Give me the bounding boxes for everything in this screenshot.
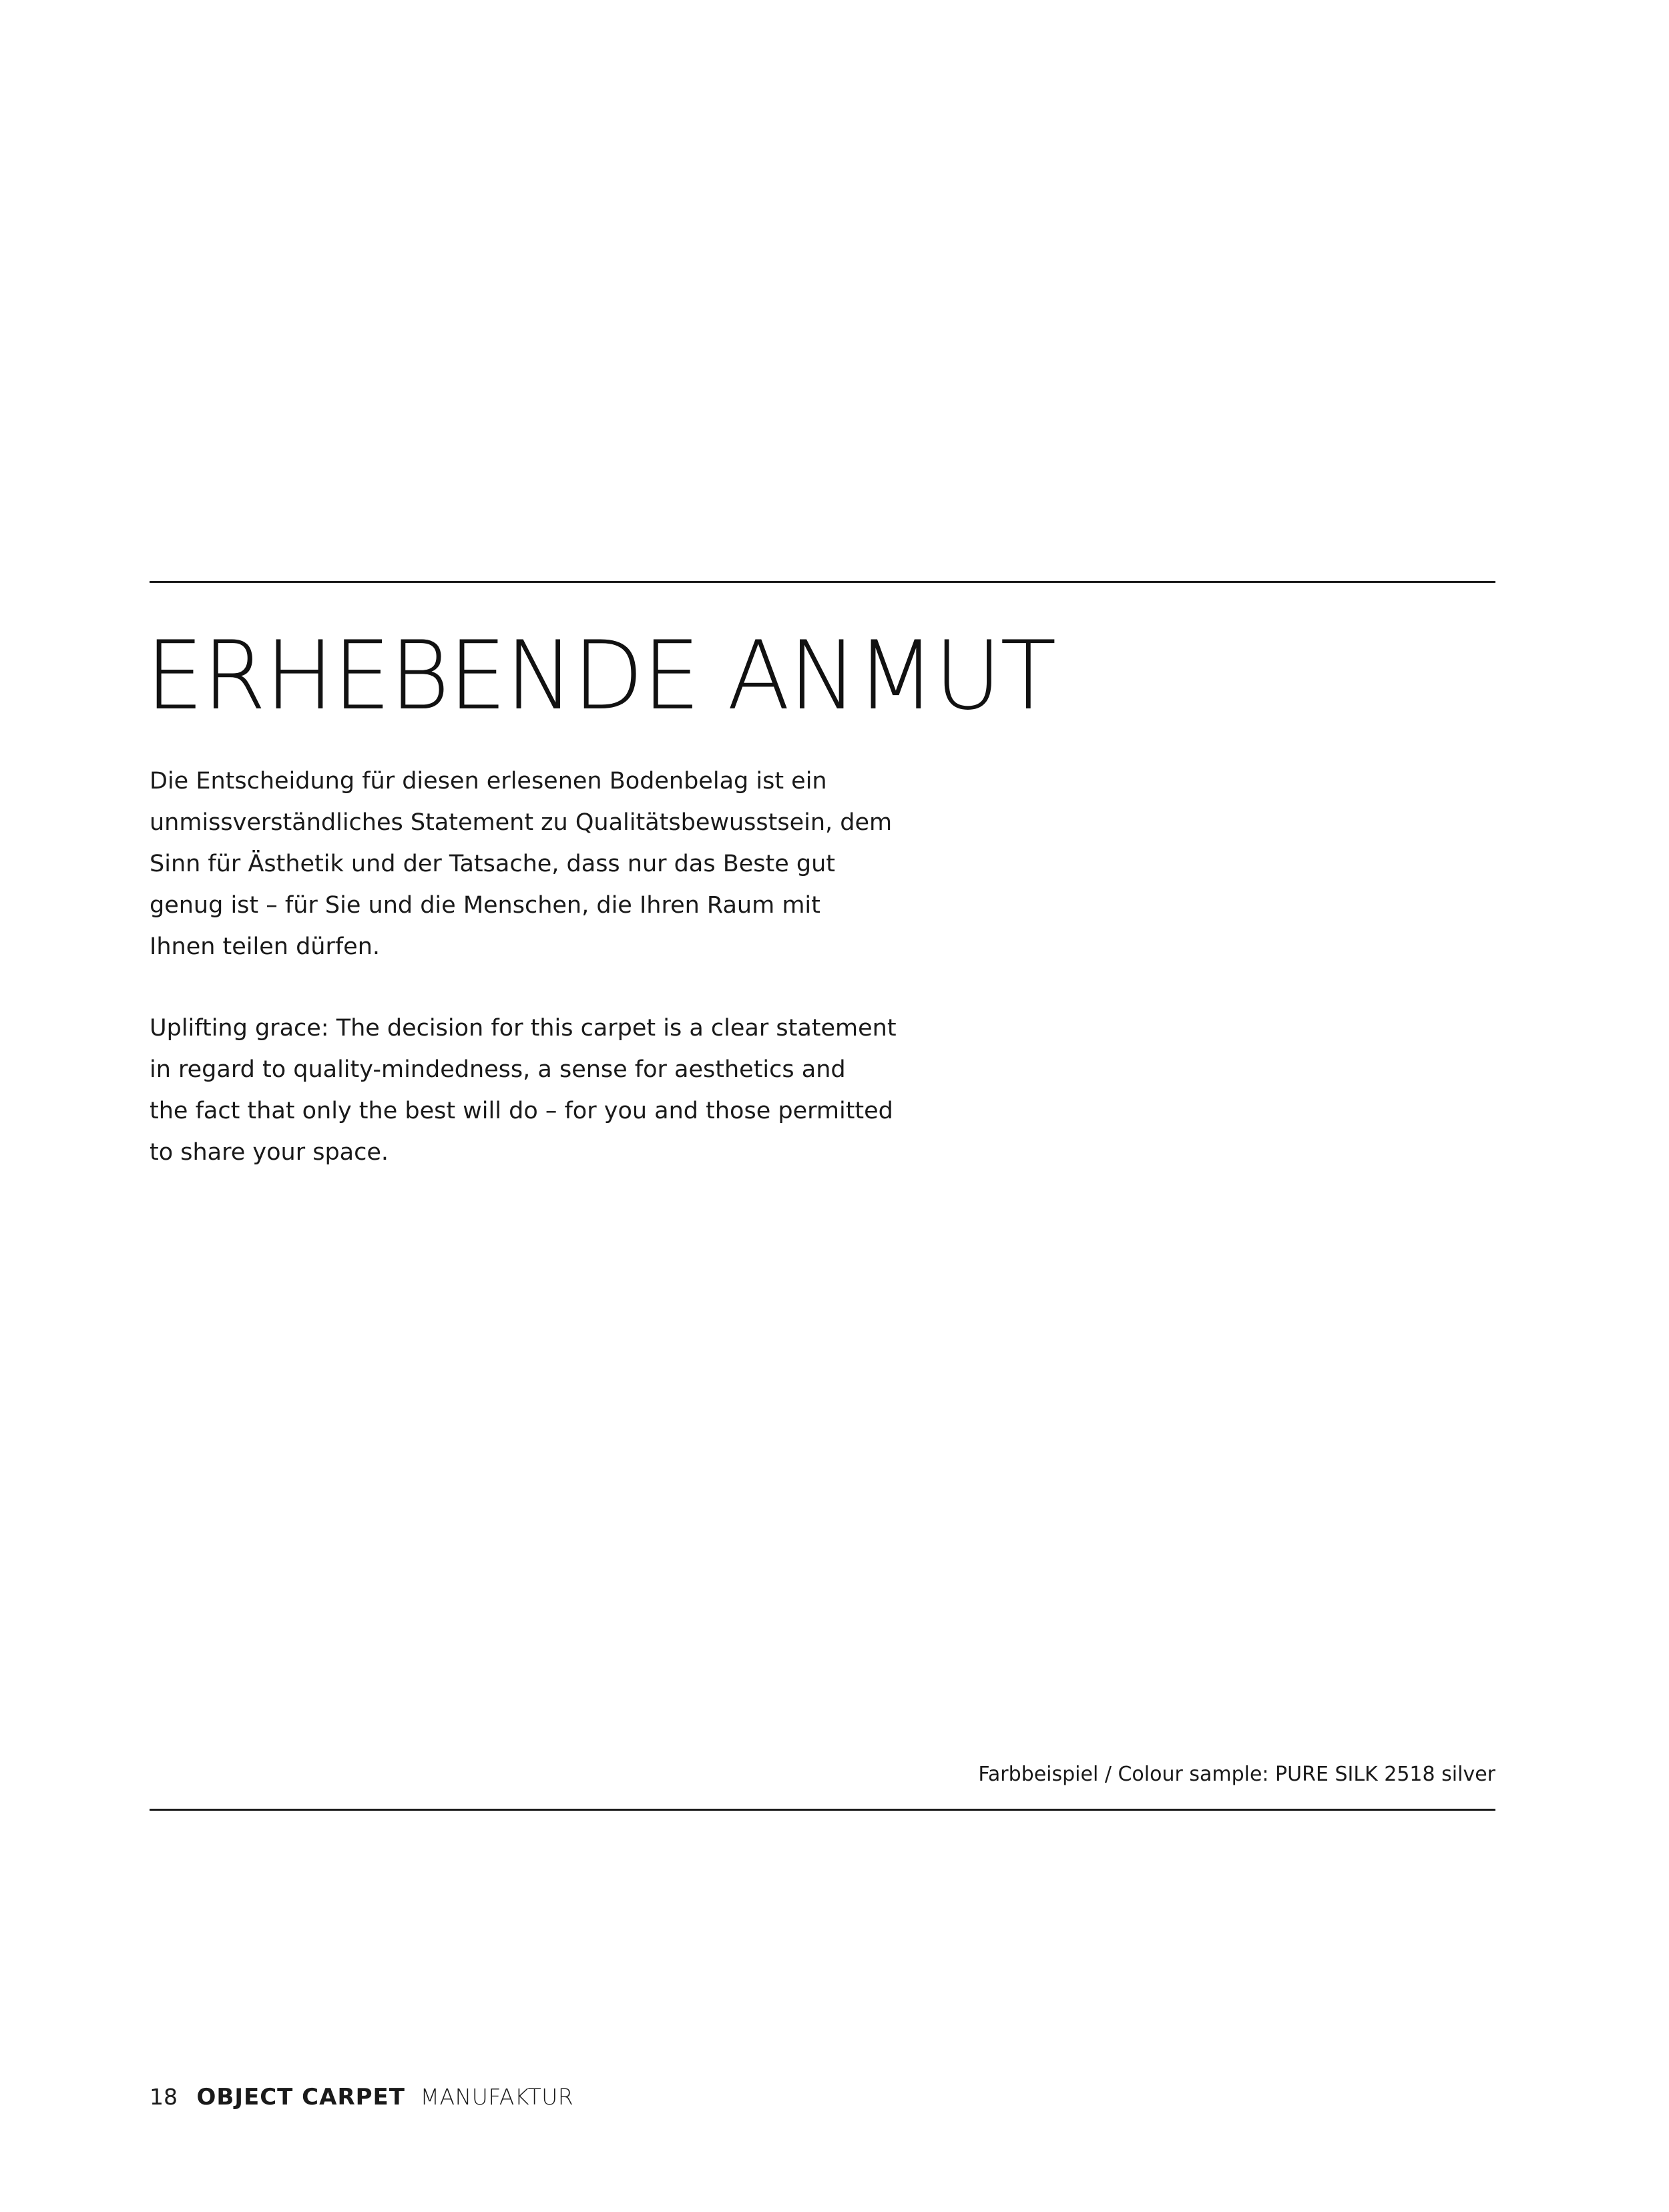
paragraph-line: unmissverständliches Statement zu Qualitätsbewusstsein, dem xyxy=(150,809,893,836)
brand-subtitle: MANUFAKTUR xyxy=(420,2084,574,2110)
english-paragraph xyxy=(150,1008,951,1173)
paragraph-line: genug ist – für Sie und die Menschen, die Ihren Raum mit xyxy=(150,892,820,919)
page-title: ERHEBENDE ANMUT xyxy=(146,621,1055,731)
paragraph-line: the fact that only the best will do – for you and those permitted xyxy=(150,1098,893,1124)
page-footer xyxy=(150,2080,573,2114)
paragraph-line: Ihnen teilen dürfen. xyxy=(150,933,381,960)
bottom-divider xyxy=(150,1809,1495,1811)
paragraph-line: Sinn für Ästhetik und der Tatsache, dass nur das Beste gut xyxy=(150,851,835,877)
top-divider xyxy=(150,581,1495,583)
colour-sample-caption: Farbbeispiel / Colour sample: PURE SILK 2518 silver xyxy=(978,1763,1495,1786)
paragraph-line: to share your space. xyxy=(150,1139,389,1166)
page-number: 18 xyxy=(150,2084,178,2110)
brand-name: OBJECT CARPET xyxy=(196,2084,405,2111)
paragraph-line: in regard to quality-mindedness, a sense for aesthetics and xyxy=(150,1056,846,1083)
german-paragraph xyxy=(150,760,951,967)
paragraph-line: Uplifting grace: The decision for this carpet is a clear statement xyxy=(150,1015,897,1042)
paragraph-line: Die Entscheidung für diesen erlesenen Bodenbelag ist ein xyxy=(150,768,827,795)
